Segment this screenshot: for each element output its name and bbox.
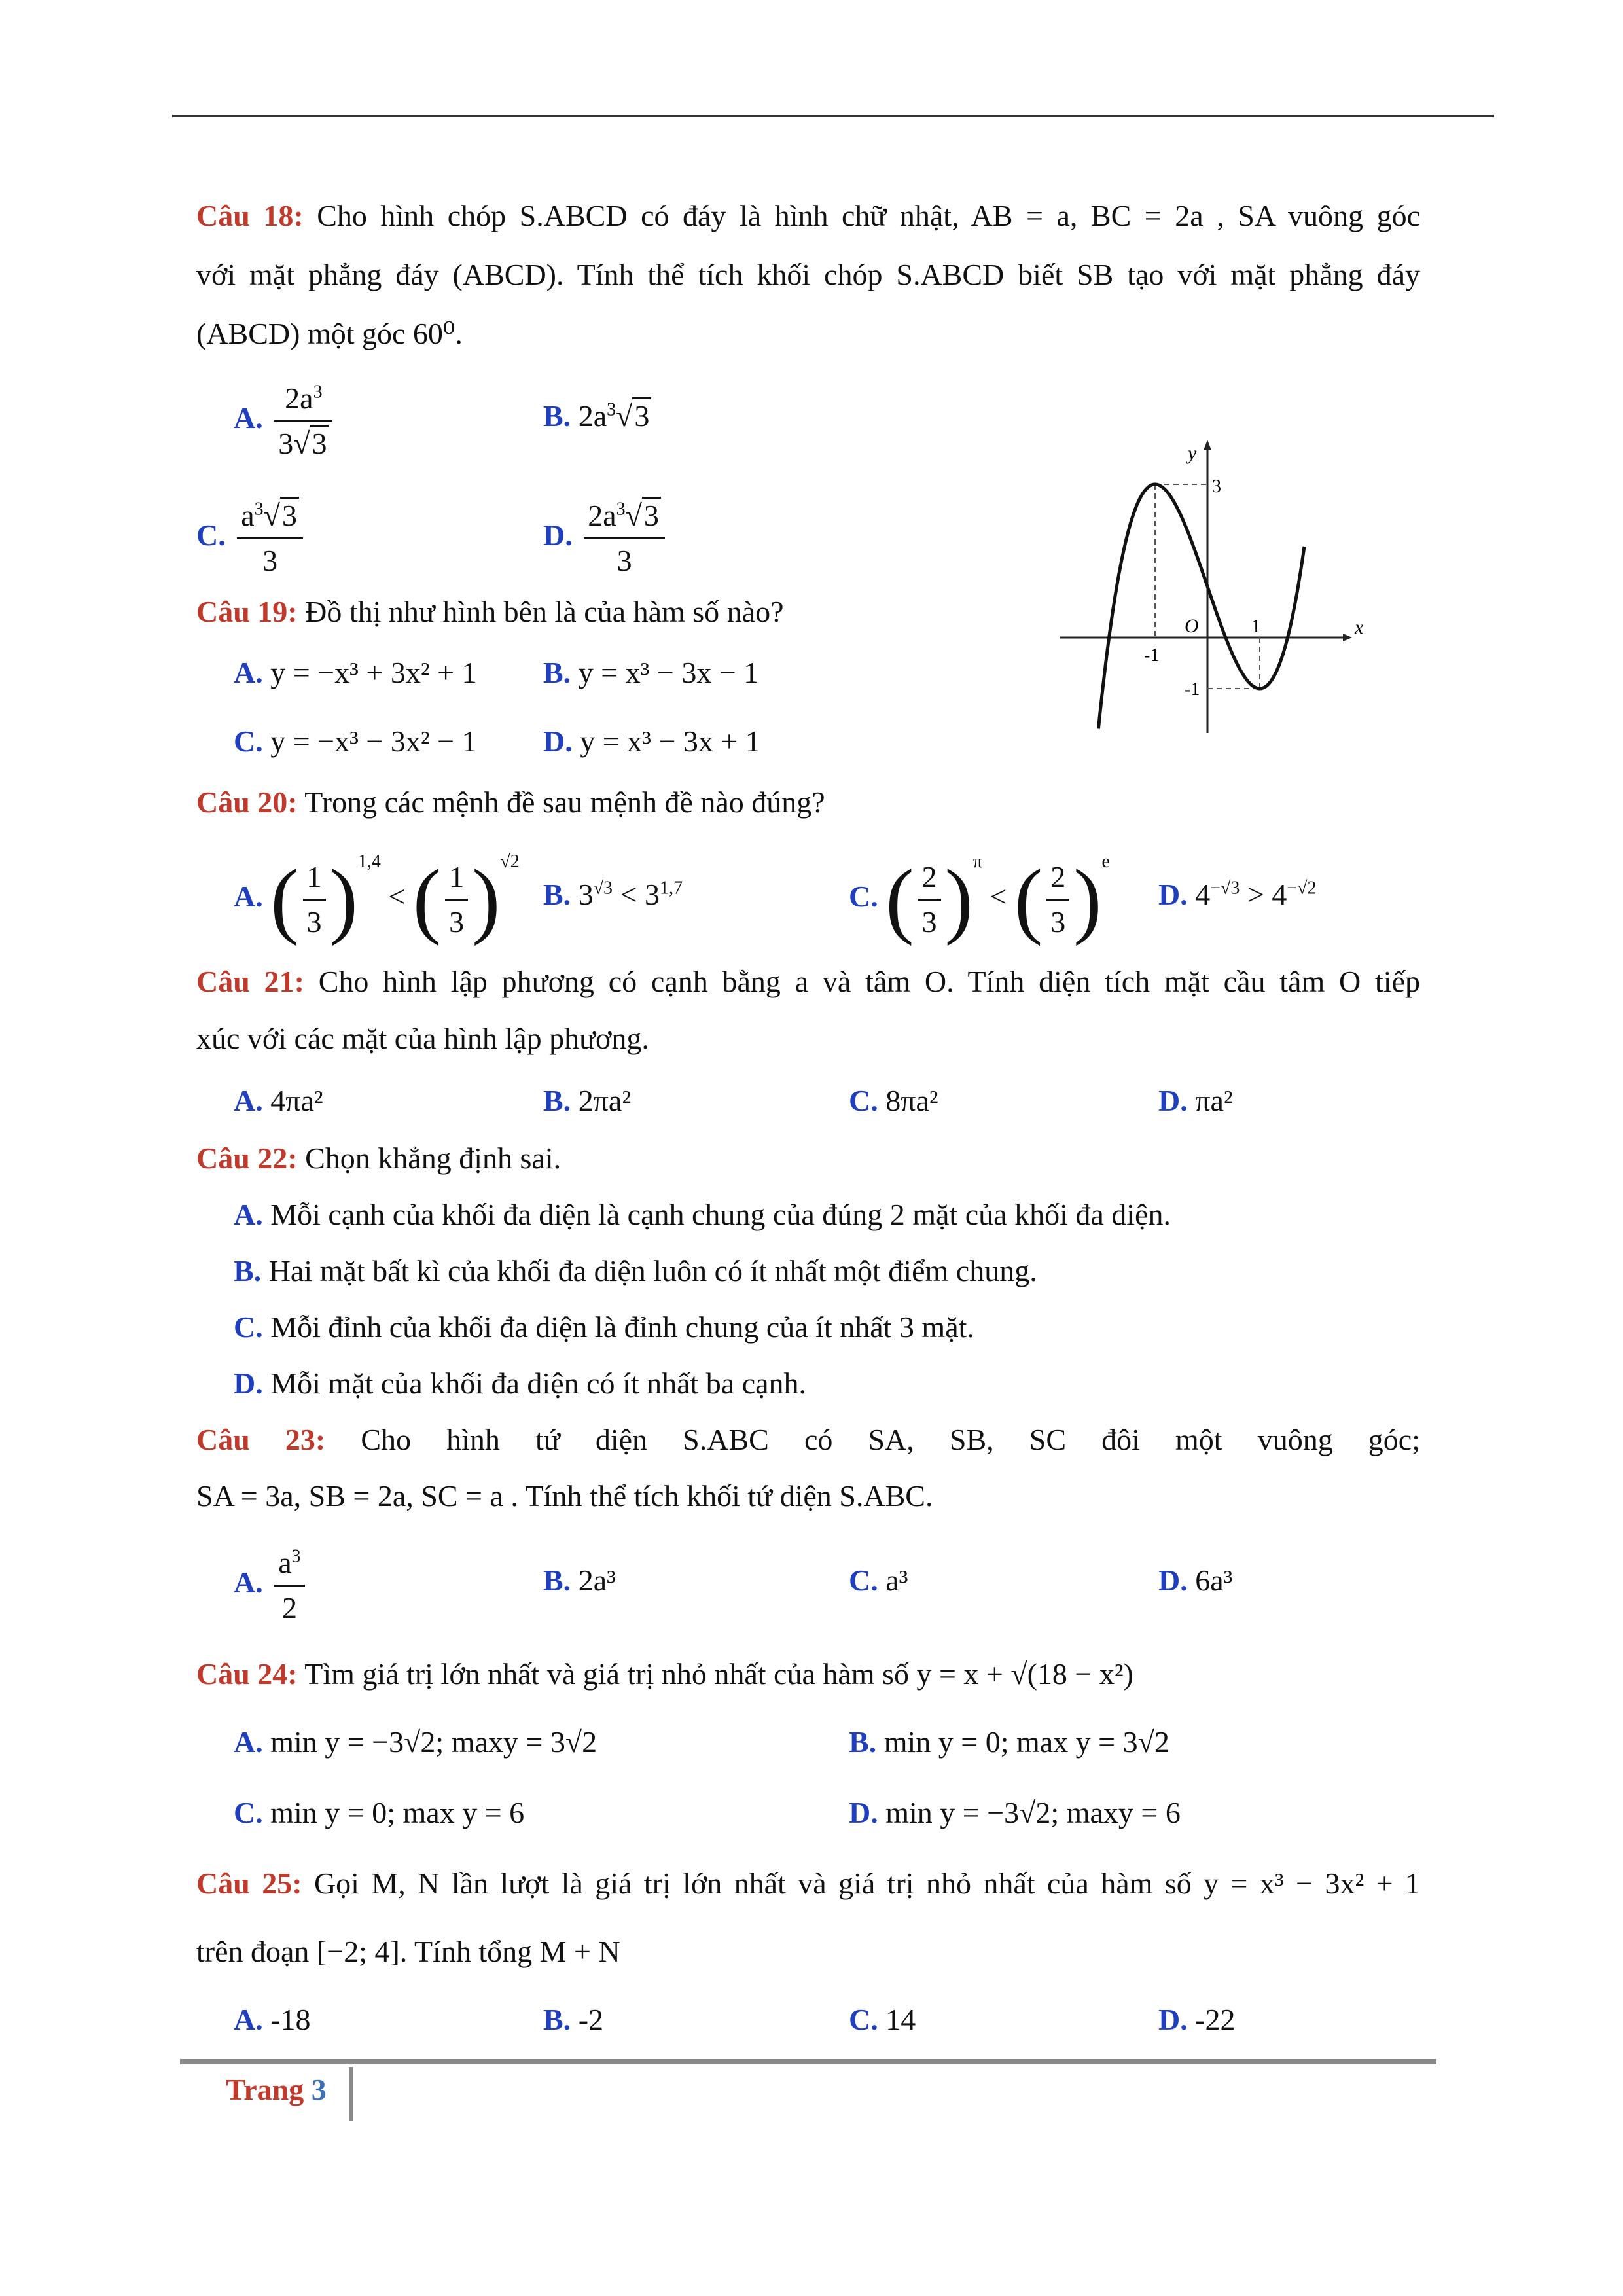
origin-label: O xyxy=(1185,615,1199,637)
q18-option-d: D. $\frac{2a^3√3}{3}$ xyxy=(543,494,669,583)
q21-option-d: D. πa² xyxy=(1158,1084,1233,1117)
header-rule xyxy=(172,115,1494,117)
fraction: $\frac{2a^3}{3√3}$ xyxy=(274,377,332,465)
tick-label-3: 3 xyxy=(1212,476,1221,497)
fraction: $\frac{a^3}{2}$ xyxy=(274,1541,304,1630)
q21-option-a: A. 4πa² xyxy=(234,1084,323,1117)
x-label: x xyxy=(1355,617,1364,638)
q19-stem: Câu 19: Đồ thị như hình bên là của hàm số nào? xyxy=(196,595,784,628)
q22-stem: Câu 22: Chọn khẳng định sai. xyxy=(196,1141,562,1175)
fraction: $\frac{a^3√3}{3}$ xyxy=(237,494,303,583)
q18-line1: Câu 18: Cho hình chóp S.ABCD có đáy là hình chữ nhật, AB = a, BC = 2a , SA vuông góc xyxy=(196,199,1421,232)
q24-option-c: C. min y = 0; max y = 6 xyxy=(234,1796,525,1829)
q20-stem: Câu 20: Trong các mệnh đề sau mệnh đề nào đúng? xyxy=(196,785,825,819)
q21-option-c: C. 8πa² xyxy=(849,1084,938,1117)
q23-option-d: D. 6a³ xyxy=(1158,1564,1233,1597)
q25-option-d: D. -22 xyxy=(1158,2003,1236,2036)
q25-line1: Câu 25: Gọi M, N lần lượt là giá trị lớn nhất và giá trị nhỏ nhất của hàm số y = x³ − 3x² + 1 xyxy=(196,1867,1421,1900)
footer-rule xyxy=(180,2059,1436,2064)
footer-divider xyxy=(349,2067,353,2121)
q18-option-c: C. $\frac{a^3√3}{3}$ xyxy=(196,494,307,583)
cubic-graph xyxy=(1060,432,1368,733)
cubic-curve xyxy=(1098,484,1304,729)
tick-label-1: 1 xyxy=(1251,617,1260,637)
q23-option-b: B. 2a³ xyxy=(543,1564,616,1597)
y-axis-arrow xyxy=(1204,440,1211,450)
q25-option-a: A. -18 xyxy=(234,2003,311,2036)
q25-line2: trên đoạn [−2; 4]. Tính tổng M + N xyxy=(196,1935,620,1968)
q24-option-d: D. min y = −3√2; maxy = 6 xyxy=(849,1796,1181,1829)
q20-option-c: C. ( $\frac{2}{3}$ )$^\pi$ < ( $\frac{2}{3}$ )$^e$ xyxy=(849,852,1110,947)
q19-option-d: D. y = x³ − 3x + 1 xyxy=(543,725,760,758)
q18-line2: với mặt phẳng đáy (ABCD). Tính thể tích khối chóp S.ABCD biết SB tạo với mặt phẳng đáy xyxy=(196,258,1420,291)
tick-label-neg1-y: -1 xyxy=(1185,679,1200,700)
q21-line1: Câu 21: Cho hình lập phương có cạnh bằng a và tâm O. Tính diện tích mặt cầu tâm O tiếp xyxy=(196,965,1421,998)
q21-line2: xúc với các mặt của hình lập phương. xyxy=(196,1022,649,1055)
fraction: $\frac{2a^3√3}{3}$ xyxy=(584,494,665,583)
q24-option-a: A. min y = −3√2; maxy = 3√2 xyxy=(234,1725,597,1759)
page-number: 3 xyxy=(311,2073,327,2106)
q19-option-b: B. y = x³ − 3x − 1 xyxy=(543,656,759,689)
q22-option-c: C. Mỗi đỉnh của khối đa diện là đỉnh chung của ít nhất 3 mặt. xyxy=(234,1310,974,1344)
q19-option-c: C. y = −x³ − 3x² − 1 xyxy=(234,725,477,758)
y-label: y xyxy=(1188,442,1197,464)
q24-stem: Câu 24: Tìm giá trị lớn nhất và giá trị nhỏ nhất của hàm số y = x + √(18 − x²) xyxy=(196,1657,1133,1691)
q20-option-a: A. ( $\frac{1}{3}$ )$^{1,4}$ < ( $\frac{1}{3}$ )$^{√2}$ xyxy=(234,852,520,947)
q19-option-a: A. y = −x³ + 3x² + 1 xyxy=(234,656,477,689)
q23-option-c: C. a³ xyxy=(849,1564,908,1597)
q20-option-d: D. $4^{-√3} > 4^{-√2}$ xyxy=(1158,878,1317,911)
q23-line1: Câu 23: Cho hình tứ diện S.ABC có SA, SB, SC đôi một vuông góc; xyxy=(196,1423,1421,1456)
q20-option-b: B. $3^{√3} < 3^{1,7}$ xyxy=(543,878,683,911)
q24-option-b: B. min y = 0; max y = 3√2 xyxy=(849,1725,1169,1759)
q22-option-b: B. Hai mặt bất kì của khối đa diện luôn có ít nhất một điểm chung. xyxy=(234,1254,1037,1287)
x-axis-arrow xyxy=(1343,634,1352,641)
q22-option-a: A. Mỗi cạnh của khối đa diện là cạnh chung của đúng 2 mặt của khối đa diện. xyxy=(234,1198,1171,1231)
q18-option-b: B. $2a^3√3$ xyxy=(543,397,651,436)
q23-line2: SA = 3a, SB = 2a, SC = a . Tính thể tích khối tứ diện S.ABC. xyxy=(196,1479,933,1513)
q22-option-d: D. Mỗi mặt của khối đa diện có ít nhất ba cạnh. xyxy=(234,1367,807,1400)
q21-option-b: B. 2πa² xyxy=(543,1084,632,1117)
tick-label-neg1-x: -1 xyxy=(1144,645,1160,666)
q23-option-a: A. $\frac{a^3}{2}$ xyxy=(234,1541,309,1630)
q25-option-c: C. 14 xyxy=(849,2003,916,2036)
q18-line3: (ABCD) một góc 60⁰. xyxy=(196,317,463,350)
q18-label: Câu 18: xyxy=(196,199,304,232)
q18-option-a: A. $\frac{2a^3}{3√3}$ xyxy=(234,377,336,465)
page-footer: Trang 3 xyxy=(226,2073,327,2106)
q25-option-b: B. -2 xyxy=(543,2003,604,2036)
